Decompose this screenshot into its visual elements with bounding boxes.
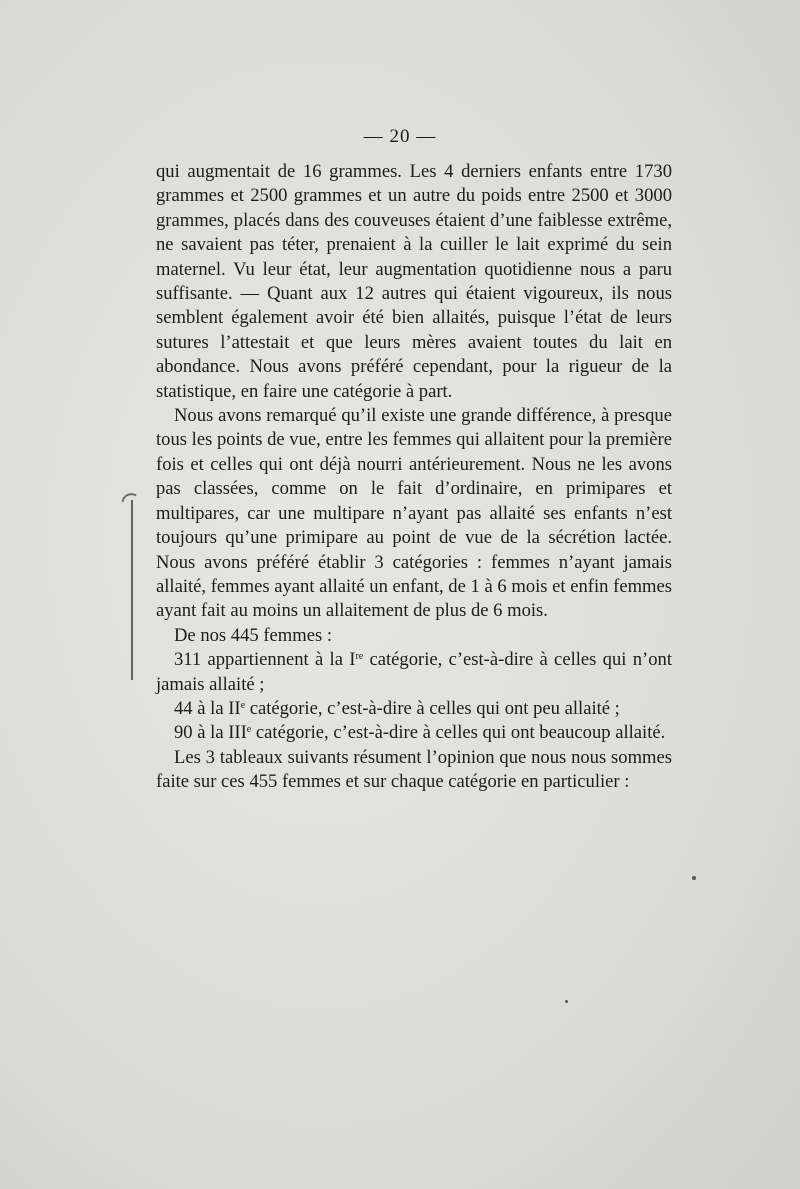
category-suffix: catégorie, c’est-à-dire à celles qui n’ont jamais allaité ; bbox=[156, 649, 672, 695]
page-number: — 20 — bbox=[363, 126, 437, 147]
category-line-1 bbox=[156, 648, 672, 697]
category-ordinal-sup: e bbox=[240, 699, 246, 711]
category-prefix: appartiennent à la bbox=[207, 649, 350, 671]
paragraph-2: Nous avons remarqué qu’il existe une grande différence, à presque tous les points de vue, entre les femmes qui allaitent pour la première fois et celles qui ont déjà nourri antérieurement. Nous ne les avons pas classées, comme on le fait d’ordinaire, en primipares et multipares, car une multipare n’ayant pas allaité ses enfants n’est toujours qu’une primipare au point de vue de la sécrétion lactée. Nous avons préféré établir 3 catégories : femmes n’ayant jamais allaité, femmes ayant allaité un enfant, de 1 à 6 mois et enfin femmes ayant fait au moins un allaitement de plus de 6 mois. bbox=[156, 405, 672, 622]
category-suffix: catégorie, c’est-à-dire à celles qui ont beaucoup allaité. bbox=[251, 722, 666, 744]
category-prefix: à la bbox=[197, 722, 229, 744]
category-ordinal-sup: e bbox=[246, 724, 252, 736]
paper-speck bbox=[692, 876, 696, 880]
paragraph-1: qui augmentait de 16 grammes. Les 4 derniers enfants entre 1730 grammes et 2500 grammes et un autre du poids entre 2500 et 3000 grammes, placés dans des couveuses étaient d’une faiblesse extrême, ne savaient pas téter, prenaient à la cuiller le lait exprimé du sein maternel. Vu leur état, leur augmentation quotidienne nous a paru suffisante. — Quant aux 12 autres qui étaient vigoureux, ils nous semblent également avoir été bien allaités, puisque l’état de leurs sutures l’attestait et que leurs mères avaient toutes du lait en abondance. Nous avons préféré cependant, pour la rigueur de la statistique, en faire une catégorie à part. bbox=[156, 161, 672, 402]
category-ordinal: I bbox=[349, 649, 356, 671]
category-ordinal: II bbox=[228, 697, 241, 719]
body-text bbox=[156, 160, 672, 795]
category-count: 90 bbox=[174, 722, 193, 744]
category-line-3 bbox=[156, 721, 672, 745]
category-ordinal-sup: re bbox=[355, 651, 364, 663]
closing-paragraph: Les 3 tableaux suivants résument l’opinion que nous nous sommes faite sur ces 455 femmes et sur chaque catégorie en particulier : bbox=[156, 746, 672, 793]
category-suffix: catégorie, c’est-à-dire à celles qui ont peu allaité ; bbox=[245, 697, 620, 719]
category-line-2 bbox=[156, 697, 672, 721]
category-prefix: à la bbox=[197, 697, 229, 719]
category-ordinal: III bbox=[228, 722, 247, 744]
category-count: 44 bbox=[174, 697, 193, 719]
paragraph-3: De nos 445 femmes : bbox=[174, 624, 333, 646]
margin-pencil-mark-top bbox=[121, 490, 136, 505]
category-count: 311 bbox=[174, 649, 202, 671]
margin-pencil-mark bbox=[131, 500, 133, 680]
paper-speck bbox=[565, 1000, 568, 1003]
